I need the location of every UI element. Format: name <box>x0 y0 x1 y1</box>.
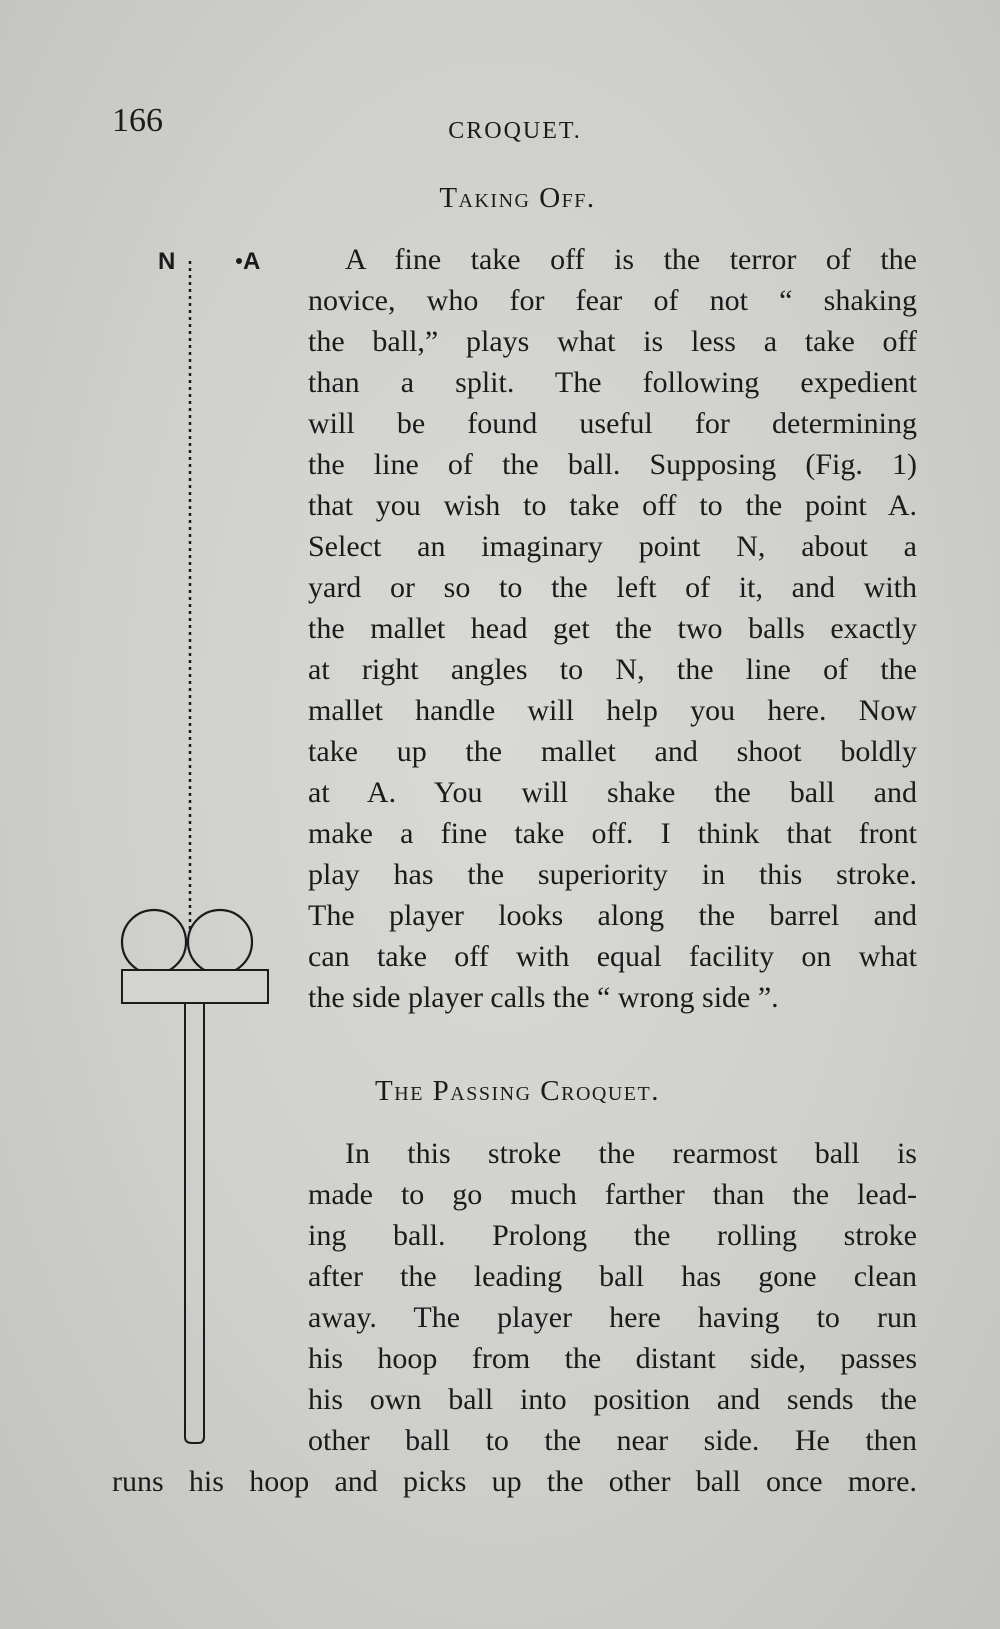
text-line: that you wish to take off to the point A. <box>308 489 917 522</box>
text-line: his hoop from the distant side, passes <box>308 1342 917 1375</box>
text-line: away. The player here having to run <box>308 1301 917 1334</box>
mallet-diagram <box>110 255 270 1455</box>
figure-label-n: N <box>158 248 176 275</box>
text-line: the side player calls the “ wrong side ”. <box>308 981 779 1014</box>
text-line: than a split. The following expedient <box>308 366 917 399</box>
text-line: made to go much farther than the lead- <box>308 1178 917 1211</box>
text-line: novice, who for fear of not “ shaking <box>308 284 917 317</box>
text-line: mallet handle will help you here. Now <box>308 694 917 727</box>
text-line: Select an imaginary point N, about a <box>308 530 917 563</box>
text-line: play has the superiority in this stroke. <box>308 858 917 891</box>
text-line: can take off with equal facility on what <box>308 940 917 973</box>
mallet-handle <box>185 1003 204 1443</box>
ball-right <box>188 910 252 974</box>
running-head: CROQUET. <box>448 118 582 144</box>
section-title-passing-croquet: The Passing Croquet. <box>375 1075 660 1107</box>
text-line: make a fine take off. I think that front <box>308 817 917 850</box>
text-line: runs his hoop and picks up the other ball once more. <box>112 1465 917 1498</box>
text-line: the mallet head get the two balls exactly <box>308 612 917 645</box>
text-line: take up the mallet and shoot boldly <box>308 735 917 768</box>
page-number: 166 <box>112 102 163 139</box>
text-line: at A. You will shake the ball and <box>308 776 917 809</box>
mallet-head <box>122 970 268 1003</box>
text-line: his own ball into position and sends the <box>308 1383 917 1416</box>
text-line: will be found useful for determining <box>308 407 917 440</box>
text-line: The player looks along the barrel and <box>308 899 917 932</box>
text-line: at right angles to N, the line of the <box>308 653 917 686</box>
point-a-dot <box>236 258 242 264</box>
text-line: A fine take off is the terror of the <box>345 243 917 276</box>
text-line: ing ball. Prolong the rolling stroke <box>308 1219 917 1252</box>
text-line: In this stroke the rearmost ball is <box>345 1137 917 1170</box>
text-line: yard or so to the left of it, and with <box>308 571 917 604</box>
figure-label-a: A <box>243 248 261 275</box>
text-line: other ball to the near side. He then <box>308 1424 917 1457</box>
ball-left <box>122 910 186 974</box>
text-line: after the leading ball has gone clean <box>308 1260 917 1293</box>
text-line: the ball,” plays what is less a take off <box>308 325 917 358</box>
text-line: the line of the ball. Supposing (Fig. 1) <box>308 448 917 481</box>
section-title-taking-off: Taking Off. <box>439 182 596 214</box>
